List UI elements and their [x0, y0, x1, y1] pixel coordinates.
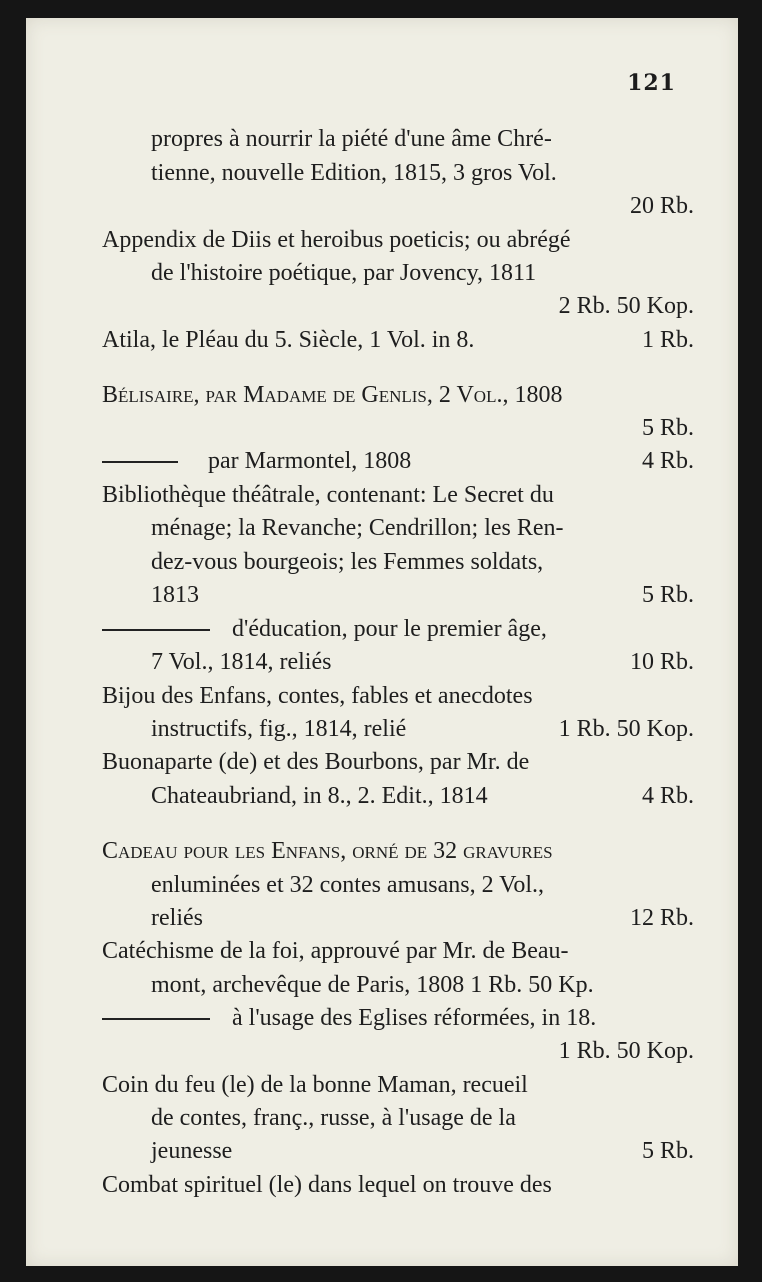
- ditto-rule: [102, 1018, 210, 1020]
- catalog-entry: [102, 836, 694, 866]
- text-line: [151, 781, 694, 811]
- text-line: [151, 970, 694, 1000]
- text-line: [151, 547, 694, 577]
- entry-title: Cadeau pour les Enfans, orné de 32 gravures: [102, 838, 553, 864]
- price: [151, 1036, 694, 1066]
- price-text: 1 Rb.: [641, 327, 694, 353]
- text-line: [151, 903, 694, 933]
- text-line: [151, 1103, 694, 1133]
- line-text: jeunesse: [151, 1138, 233, 1164]
- price-text: 20 Rb.: [629, 193, 694, 219]
- entry-title: à l'usage des Eglises réformées, in 18.: [232, 1005, 597, 1031]
- price-text: 2 Rb. 50 Kop.: [558, 293, 694, 319]
- catalog-entry: [102, 380, 694, 410]
- catalog-entry: [102, 1070, 694, 1100]
- price-text: 1 Rb. 50 Kop.: [558, 1038, 694, 1064]
- entry-title: Atila, le Pléau du 5. Siècle, 1 Vol. in 8.: [102, 327, 475, 353]
- price: [151, 413, 694, 443]
- text-line: [151, 647, 694, 677]
- entry-title: Appendix de Diis et heroibus poeticis; ou abrégé: [102, 227, 571, 253]
- line-text: 1813: [151, 582, 199, 608]
- price-text: 12 Rb.: [629, 905, 694, 931]
- catalog-entry: [102, 1003, 694, 1033]
- line-text: de contes, franç., russe, à l'usage de la: [151, 1105, 516, 1131]
- price-text: 5 Rb.: [641, 1138, 694, 1164]
- line-text: instructifs, fig., 1814, relié: [151, 716, 407, 742]
- entry-title: d'éducation, pour le premier âge,: [232, 616, 547, 642]
- ditto-rule: [102, 629, 210, 631]
- line-text: de l'histoire poétique, par Jovency, 1811: [151, 260, 537, 286]
- catalog-entry: [102, 446, 694, 476]
- line-text: tienne, nouvelle Edition, 1815, 3 gros Vol.: [151, 160, 557, 186]
- line-text: propres à nourrir la piété d'une âme Chré-: [151, 126, 552, 152]
- catalog-entry: [102, 325, 694, 355]
- entry-title: Bibliothèque théâtrale, contenant: Le Secret du: [102, 482, 554, 508]
- line-text: dez-vous bourgeois; les Femmes soldats,: [151, 549, 544, 575]
- text-line: [151, 158, 694, 188]
- page-number: 121: [627, 70, 676, 96]
- price: [151, 291, 694, 321]
- line-text: 7 Vol., 1814, reliés: [151, 649, 332, 675]
- entry-title: Coin du feu (le) de la bonne Maman, recueil: [102, 1072, 528, 1098]
- catalog-entry: [102, 225, 694, 255]
- text-line: [151, 1136, 694, 1166]
- text-line: [151, 714, 694, 744]
- text-line: [151, 258, 694, 288]
- text-line: [151, 124, 694, 154]
- catalog-entry: [102, 480, 694, 510]
- line-text: enluminées et 32 contes amusans, 2 Vol.,: [151, 872, 545, 898]
- entry-title: Buonaparte (de) et des Bourbons, par Mr. de: [102, 749, 530, 775]
- ditto-rule: [102, 461, 178, 463]
- price-text: 10 Rb.: [629, 649, 694, 675]
- catalog-entry: [102, 936, 694, 966]
- price-text: 4 Rb.: [641, 448, 694, 474]
- entry-title: Bijou des Enfans, contes, fables et anecdotes: [102, 683, 533, 709]
- line-text: mont, archevêque de Paris, 1808 1 Rb. 50 Kp.: [151, 972, 594, 998]
- text-line: [151, 580, 694, 610]
- price-text: 4 Rb.: [641, 783, 694, 809]
- entry-title: Combat spirituel (le) dans lequel on trouve des: [102, 1172, 552, 1198]
- catalog-entry: [102, 1170, 694, 1200]
- text-line: [151, 513, 694, 543]
- catalog-entry: [102, 747, 694, 777]
- text-line: [151, 870, 694, 900]
- entry-title: Catéchisme de la foi, approuvé par Mr. de Beau-: [102, 938, 569, 964]
- entry-title: par Marmontel, 1808: [208, 448, 412, 474]
- price-text: 1 Rb. 50 Kop.: [558, 716, 694, 742]
- line-text: ménage; la Revanche; Cendrillon; les Ren-: [151, 515, 564, 541]
- catalog-entry: [102, 681, 694, 711]
- catalog-entry: [102, 614, 694, 644]
- price-text: 5 Rb.: [641, 582, 694, 608]
- price: [151, 191, 694, 221]
- line-text: Chateaubriand, in 8., 2. Edit., 1814: [151, 783, 488, 809]
- book-page: [26, 18, 738, 1266]
- price-text: 5 Rb.: [641, 415, 694, 441]
- line-text: reliés: [151, 905, 203, 931]
- entry-title: Bélisaire, par Madame de Genlis, 2 Vol., 1808: [102, 382, 563, 408]
